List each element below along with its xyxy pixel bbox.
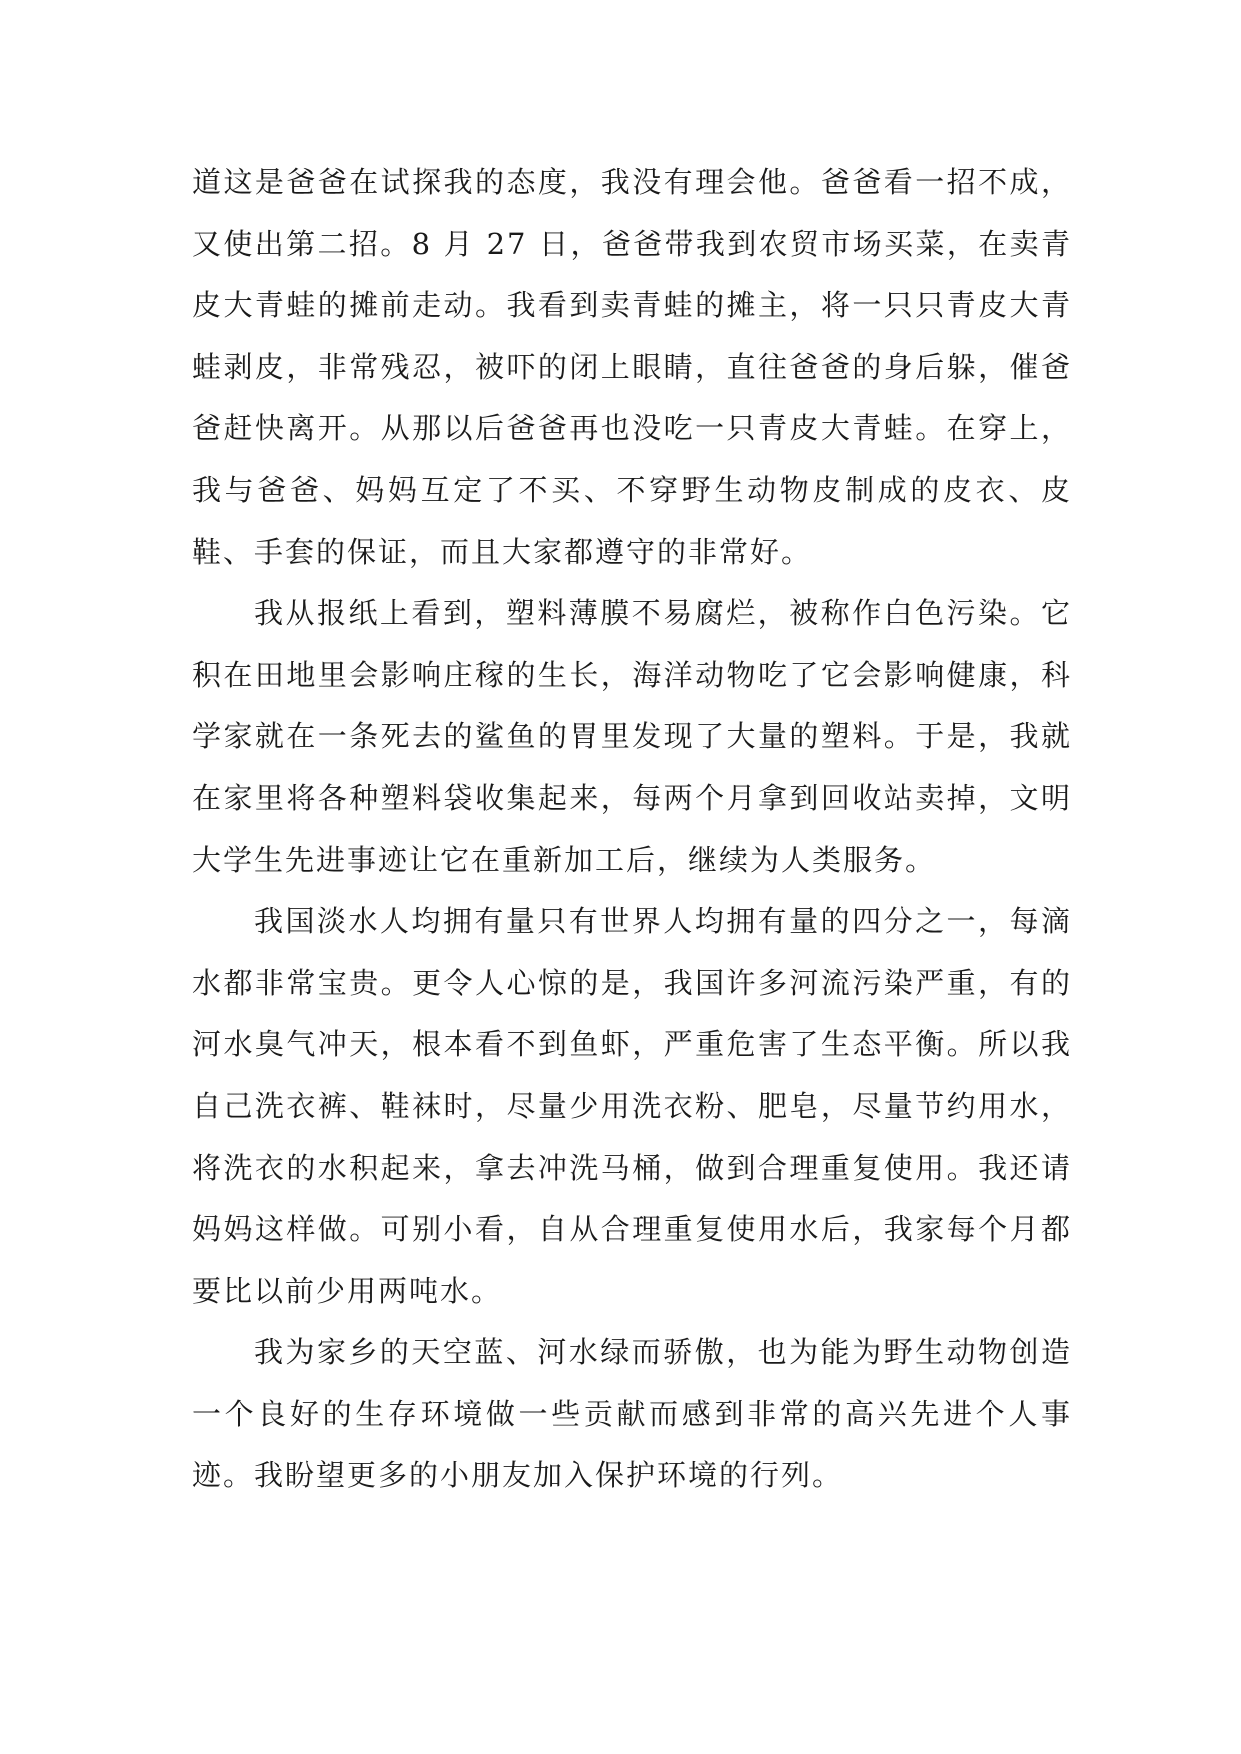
document-body bbox=[192, 152, 1072, 1507]
paragraph-1: 道这是爸爸在试探我的态度，我没有理会他。爸爸看一招不成，又使出第二招。8 月 27 日，爸爸带我到农贸市场买菜，在卖青皮大青蛙的摊前走动。我看到卖青蛙的摊主，将一只只青皮大青蛙剥皮，非常残忍，被吓的闭上眼睛，直往爸爸的身后躲，催爸爸赶快离开。从那以后爸爸再也没吃一只青皮大青蛙。在穿上，我与爸爸、妈妈互定了不买、不穿野生动物皮制成的皮衣、皮鞋、手套的保证，而且大家都遵守的非常好。 bbox=[192, 165, 1072, 569]
paragraph-2: 我从报纸上看到，塑料薄膜不易腐烂，被称作白色污染。它积在田地里会影响庄稼的生长，海洋动物吃了它会影响健康，科学家就在一条死去的鲨鱼的胃里发现了大量的塑料。于是，我就在家里将各种塑料袋收集起来，每两个月拿到回收站卖掉，文明大学生先进事迹让它在重新加工后，继续为人类服务。 bbox=[192, 596, 1072, 877]
paragraph-4: 我为家乡的天空蓝、河水绿而骄傲，也为能为野生动物创造一个良好的生存环境做一些贡献而感到非常的高兴先进个人事迹。我盼望更多的小朋友加入保护环境的行列。 bbox=[192, 1335, 1072, 1493]
paragraph-3: 我国淡水人均拥有量只有世界人均拥有量的四分之一，每滴水都非常宝贵。更令人心惊的是，我国许多河流污染严重，有的河水臭气冲天，根本看不到鱼虾，严重危害了生态平衡。所以我自己洗衣裤、鞋袜时，尽量少用洗衣粉、肥皂，尽量节约用水，将洗衣的水积起来，拿去冲洗马桶，做到合理重复使用。我还请妈妈这样做。可别小看，自从合理重复使用水后，我家每个月都要比以前少用两吨水。 bbox=[192, 904, 1072, 1308]
